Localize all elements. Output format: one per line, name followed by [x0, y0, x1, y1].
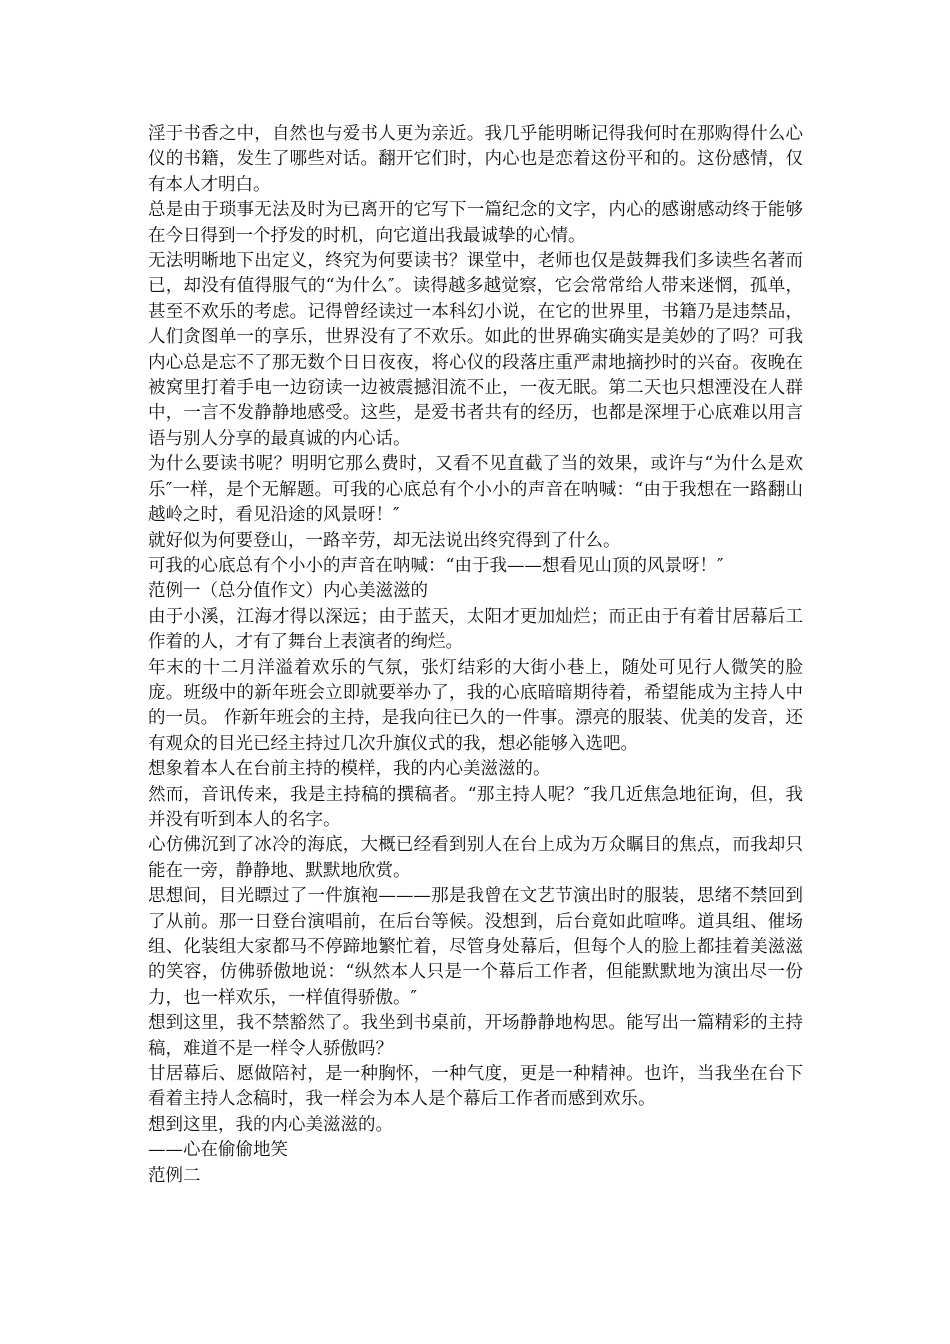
paragraph-qipao-memory: 思想间，目光瞟过了一件旗袍———那是我曾在文艺节演出时的服装，思绪不禁回到了从前。那一日登台演唱前，在后台等候。没想到，后台竟如此喧哗。道具组、催场组、化装组大家都马不停蹄地繁忙着，尽管身处幕后，但每个人的脸上都挂着美滋滋的笑容，仿佛骄傲地说：“纵然本人只是一个幕后工作者，但能默默地为演出尽一份力，也一样欢乐，一样值得骄傲。″ [148, 886, 803, 1008]
paragraph-summit-view: 可我的心底总有个小小的声音在呐喊：“由于我——想看见山顶的风景呀！″ [148, 555, 724, 576]
paragraph-enlightened: 想到这里，我不禁豁然了。我坐到书桌前，开场静静地构思。能写出一篇精彩的主持稿，难道不是一样令人骄傲吗？ [148, 1013, 803, 1059]
paragraph-news-arrives: 然而，音讯传来，我是主持稿的撰稿者。“那主持人呢？″我几近焦急地征询，但，我并没有听到本人的名字。 [148, 784, 803, 830]
paragraph-mountain-climbing: 就好似为何要登山，一路辛劳，却无法说出终究得到了什么。 [148, 530, 621, 551]
paragraph-smiling-heart: ——心在偷偷地笑 [148, 1140, 288, 1161]
paragraph-heart-sinks: 心仿佛沉到了冰冷的海底，大概已经看到别人在台上成为万众瞩目的焦点，而我却只能在一旁，静静地、默默地欣赏。 [148, 835, 803, 881]
paragraph-example-one-intro: 由于小溪，江海才得以深远；由于蓝天，太阳才更加灿烂；而正由于有着甘居幕后工作着的人，才有了舞台上表演者的绚烂。 [148, 606, 803, 653]
paragraph-behind-scenes: 甘居幕后、愿做陪衬，是一种胸怀，一种气度，更是一种精神。也许，当我坐在台下看着主持人念稿时，我一样会为本人是个幕后工作者而感到欢乐。 [148, 1064, 803, 1110]
document-page [148, 122, 803, 1189]
paragraph-imagining-host: 想象着本人在台前主持的模样，我的内心美滋滋的。 [148, 759, 551, 780]
paragraph-happy-heart: 想到这里，我的内心美滋滋的。 [148, 1114, 393, 1135]
paragraph-example-two-title: 范例二 [148, 1165, 201, 1186]
paragraph-why-read: 无法明晰地下出定义，终究为何要读书？课堂中，老师也仅是鼓舞我们多读些名著而已，却没有值得服气的“为什么″。读得越多越觉察，它会常常给人带来迷惘，孤单，甚至不欢乐的考虑。记得曾经读过一本科幻小说，在它的世界里，书籍乃是违禁品，人们贪图单一的享乐，世界没有了不欢乐。如此的世界确实确实是美妙的了吗？可我内心总是忘不了那无数个日日夜夜，将心仪的段落庄重严肃地摘抄时的兴奋。夜晚在被窝里打着手电一边窃读一边被震撼泪流不止，一夜无眠。第二天也只想湮没在人群中，一言不发静静地感受。这些，是爱书者共有的经历，也都是深埋于心底难以用言语与别人分享的最真诚的内心话。 [148, 251, 803, 449]
paragraph-gratitude: 总是由于琐事无法及时为已离开的它写下一篇纪念的文字，内心的感谢感动终于能够在今日得到一个抒发的时机，向它道出我最诚挚的心情。 [148, 200, 803, 246]
paragraph-example-one-title: 范例一（总分值作文）内心美滋滋的 [148, 581, 428, 602]
paragraph-book-love: 淫于书香之中，自然也与爱书人更为亲近。我几乎能明晰记得我何时在那购得什么心仪的书籍，发生了哪些对话。翻开它们时，内心也是恋着这份平和的。这份感情，仅有本人才明白。 [148, 124, 803, 195]
paragraph-why-read-question: 为什么要读书呢？明明它那么费时，又看不见直截了当的效果，或许与“为什么是欢乐″一样，是个无解题。可我的心底总有个小小的声音在呐喊：“由于我想在一路翻山越岭之时，看见沿途的风景呀！″ [148, 454, 803, 526]
paragraph-new-year-party: 年末的十二月洋溢着欢乐的气氛，张灯结彩的大街小巷上，随处可见行人微笑的脸庞。班级中的新年班会立即就要举办了，我的心底暗暗期待着，希望能成为主持人中的一员。 作新年班会的主持，是我向往已久的一件事。漂亮的服装、优美的发音，还有观众的目光已经主持过几次升旗仪式的我，想必能够入选吧。 [148, 657, 803, 754]
